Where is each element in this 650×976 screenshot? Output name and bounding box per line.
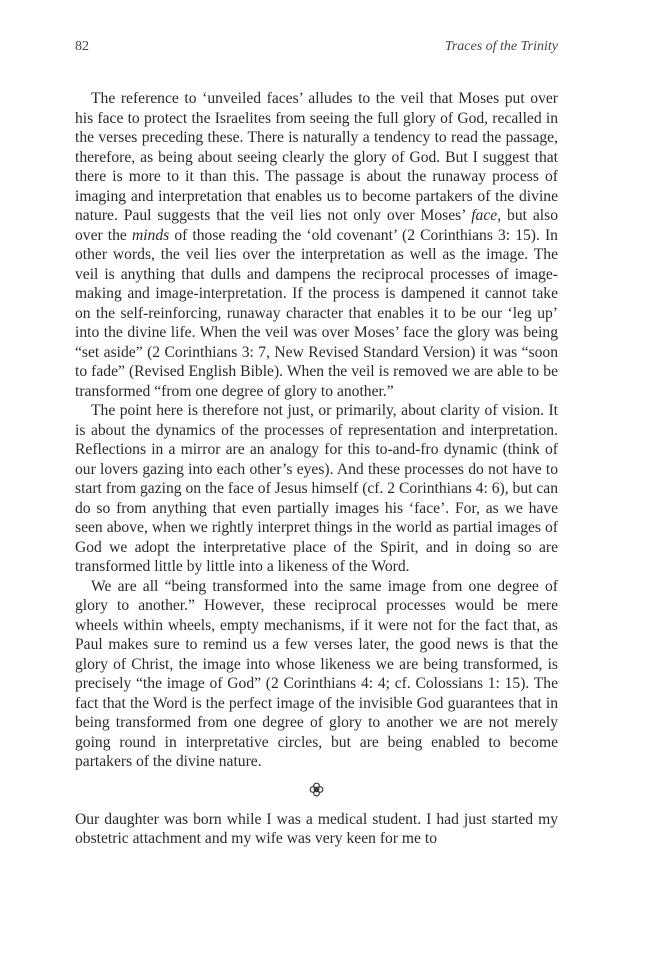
emphasis-text: face [471,207,498,224]
paragraph-text: The reference to ‘unveiled faces’ alludes to the veil that Moses put over his face to protect the Israelites from seeing the full glory of God, recalled in the verses preceding these. There is naturally a tendency to read the passage, therefore, as being about seeing clearly the glory of God. But I suggest that there is more to it than this. The passage is about the runaway process of imaging and interpretation that enables us to become partakers of the divine nature. Paul suggests that the veil lies not only over Moses’ [75,90,558,224]
fleuron-knot-icon [309,782,324,797]
paragraph: We are all “being transformed into the same image from one degree of glory to another.” However, these reciprocal processes would be mere wheels within wheels, empty mechanisms, if it were not for the fact that, as Paul makes sure to remind us a few verses later, the good news is that the glory of Christ, the image into whose likeness we are being transformed, is precisely “the image of God” (2 Corinthians 4: 4; cf. Colossians 1: 15). The fact that the Word is the perfect image of the invisible God guarantees that in being transformed from one degree of glory to another we are not merely going round in interpretative circles, but are being enabled to become partakers of the divine nature. [75,577,558,770]
running-title: Traces of the Trinity [444,39,558,54]
emphasis-text: minds [131,226,170,244]
paragraph: Our daughter was born while I was a medical student. I had just started my obstetric attachment and my wife was very keen for me to [75,810,558,847]
paragraph-text: , but also over the [75,207,558,244]
section-break-ornament [75,782,558,798]
body-text [75,89,558,849]
page-number: 82 [75,39,89,54]
paragraph [75,89,558,401]
paragraph-text: of those reading the ‘old covenant’ (2 Corinthians 3: 15). In other words, the veil lies over the interpretation as well as the image. The veil is anything that dulls and dampens the reciprocal processes of image-making and image-interpretation. If the process is dampened it cannot take on the self-reinforcing, runaway character that enables it to be our ‘leg up’ into the divine life. When the veil was over Moses’ face the glory was being “set aside” (2 Corinthians 3: 7, New Revised Standard Version) it was “soon to fade” (Revised English Bible). When the veil is removed we are able to be transformed “from one degree of glory to another.” [75,226,558,400]
paragraph: The point here is therefore not just, or primarily, about clarity of vision. It is about the dynamics of the processes of representation and interpretation. Reflections in a mirror are an analogy for this to-and-fro dynamic (think of our lovers gazing into each other’s eyes). And these processes do not have to start from gazing on the face of Jesus himself (cf. 2 Corinthians 4: 6), but can do so from anything that even partially images his ‘face’. For, as we have seen above, when we rightly interpret things in the world as partial images of God we adopt the interpretative place of the Spirit, and in doing so are transformed little by little into a likeness of the Word. [75,402,558,575]
